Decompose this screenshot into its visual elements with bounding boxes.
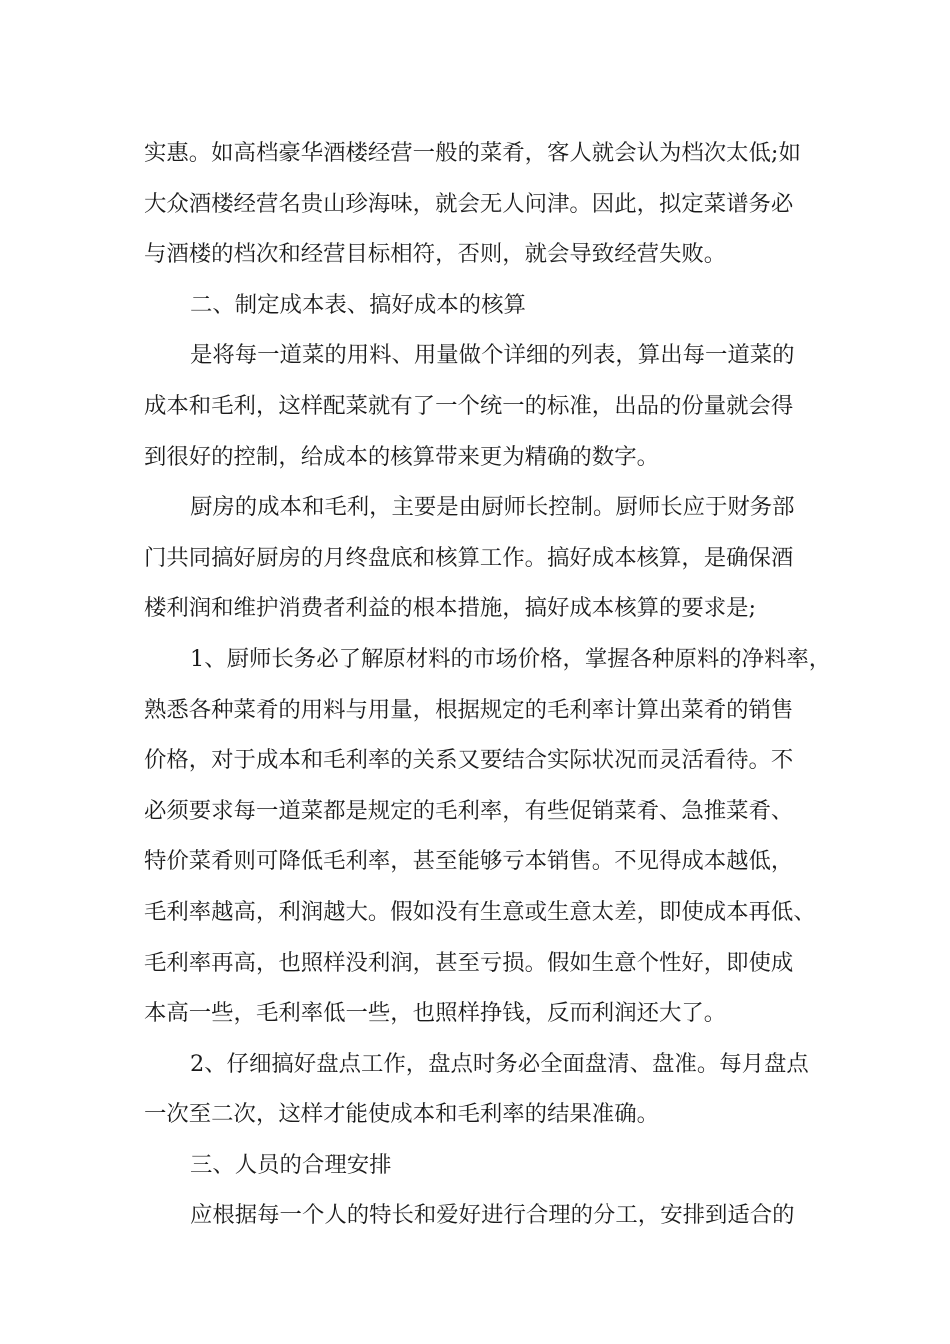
text-line: 厨房的成本和毛利，主要是由厨师长控制。厨师长应于财务部: [190, 494, 795, 521]
text-line: 应根据每一个人的特长和爱好进行合理的分工，安排到适合的: [190, 1202, 795, 1229]
text-line: 实惠。如高档豪华酒楼经营一般的菜肴，客人就会认为档次太低;如: [144, 140, 801, 166]
text-line: 价格，对于成本和毛利率的关系又要结合实际状况而灵活看待。不: [144, 747, 794, 774]
text-line: 是将每一道菜的用料、用量做个详细的列表，算出每一道菜的: [190, 342, 795, 369]
text-line: 到很好的控制，给成本的核算带来更为精确的数字。: [144, 443, 659, 470]
body-text: [144, 128, 832, 1241]
text-line: 楼利润和维护消费者利益的根本措施，搞好成本核算的要求是;: [144, 595, 757, 622]
text-line: 毛利率再高，也照样没利润，甚至亏损。假如生意个性好，即使成: [144, 949, 794, 976]
section-heading: 三、人员的合理安排: [190, 1151, 392, 1178]
section-heading: 二、制定成本表、搞好成本的核算: [190, 291, 526, 318]
text-line: 门共同搞好厨房的月终盘底和核算工作。搞好成本核算，是确保酒: [144, 544, 794, 571]
text-line: 熟悉各种菜肴的用料与用量，根据规定的毛利率计算出菜肴的销售: [144, 696, 794, 723]
list-item-line: 2、仔细搞好盘点工作，盘点时务必全面盘清、盘准。每月盘点: [190, 1050, 809, 1077]
list-item-line: 1、厨师长务必了解原材料的市场价格，掌握各种原料的净料率，: [190, 645, 832, 672]
text-line: 毛利率越高，利润越大。假如没有生意或生意太差，即使成本再低、: [144, 898, 816, 925]
text-line: 必须要求每一道菜都是规定的毛利率，有些促销菜肴、急推菜肴、: [144, 797, 794, 824]
text-line: 一次至二次，这样才能使成本和毛利率的结果准确。: [144, 1101, 659, 1128]
text-line: 大众酒楼经营名贵山珍海味，就会无人问津。因此，拟定菜谱务必: [144, 190, 794, 217]
text-line: 成本和毛利，这样配菜就有了一个统一的标准，出品的份量就会得: [144, 392, 794, 419]
text-line: 与酒楼的档次和经营目标相符，否则，就会导致经营失败。: [144, 241, 727, 268]
text-line: 本高一些，毛利率低一些，也照样挣钱，反而利润还大了。: [144, 1000, 727, 1027]
text-line: 特价菜肴则可降低毛利率，甚至能够亏本销售。不见得成本越低，: [144, 848, 794, 875]
